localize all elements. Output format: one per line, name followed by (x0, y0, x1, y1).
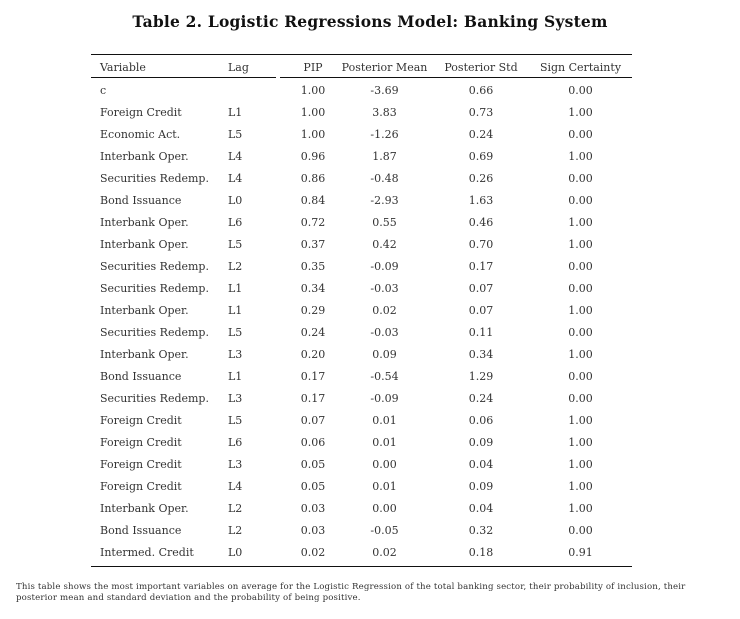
cell-posterior-mean: -0.54 (370, 369, 399, 383)
cell-posterior-mean: -0.09 (370, 259, 399, 273)
cell-pip: 0.17 (300, 369, 326, 383)
regression-table (91, 57, 631, 563)
cell-pip: 0.20 (300, 347, 326, 361)
cell-posterior-mean: 1.87 (372, 149, 397, 163)
table-row (91, 233, 631, 255)
table-row (91, 145, 631, 167)
cell-sign-certainty: 0.00 (568, 259, 593, 273)
cell-posterior-std: 0.11 (468, 325, 494, 339)
cell-posterior-mean: -2.93 (370, 193, 399, 207)
cell-lag: L5 (228, 237, 243, 251)
cell-lag: L2 (228, 523, 243, 537)
cell-lag: L6 (228, 435, 243, 449)
table-title: Table 2. Logistic Regressions Model: Banking System (132, 12, 608, 31)
cell-lag: L1 (228, 281, 243, 295)
cell-lag: L4 (228, 479, 243, 493)
cell-posterior-std: 0.46 (468, 215, 494, 229)
cell-lag: L1 (228, 369, 243, 383)
table-row (91, 541, 631, 563)
cell-lag: L5 (228, 413, 243, 427)
cell-variable: c (100, 83, 107, 97)
table-row (91, 431, 631, 453)
cell-pip: 0.29 (300, 303, 326, 317)
cell-posterior-std: 0.04 (468, 501, 494, 515)
cell-lag: L6 (228, 215, 243, 229)
cell-posterior-std: 0.34 (468, 347, 494, 361)
column-header-pip: PIP (303, 60, 323, 74)
cell-variable: Bond Issuance (100, 369, 182, 383)
cell-variable: Interbank Oper. (100, 237, 189, 251)
table-row (91, 519, 631, 541)
cell-sign-certainty: 0.00 (568, 127, 593, 141)
cell-posterior-std: 1.29 (468, 369, 494, 383)
cell-pip: 0.24 (300, 325, 326, 339)
cell-posterior-std: 0.07 (468, 281, 494, 295)
table-row (91, 101, 631, 123)
column-header-posterior-mean: Posterior Mean (341, 60, 428, 74)
cell-variable: Securities Redemp. (100, 281, 209, 295)
table-row (91, 167, 631, 189)
cell-pip: 0.72 (300, 215, 326, 229)
cell-posterior-std: 0.73 (468, 105, 494, 119)
cell-lag: L3 (228, 457, 243, 471)
cell-lag: L4 (228, 171, 243, 185)
cell-sign-certainty: 0.00 (568, 369, 593, 383)
cell-sign-certainty: 1.00 (568, 215, 593, 229)
cell-posterior-mean: -0.09 (370, 391, 399, 405)
cell-sign-certainty: 1.00 (568, 457, 593, 471)
cell-pip: 0.05 (300, 457, 326, 471)
cell-lag: L3 (228, 391, 243, 405)
cell-variable: Interbank Oper. (100, 149, 189, 163)
cell-posterior-mean: 0.01 (372, 413, 397, 427)
cell-posterior-mean: 0.42 (372, 237, 397, 251)
cell-lag: L2 (228, 501, 243, 515)
cell-posterior-std: 0.09 (468, 435, 494, 449)
cell-lag: L1 (228, 303, 243, 317)
cell-posterior-std: 0.66 (468, 83, 494, 97)
table-row (91, 189, 631, 211)
table-row (91, 497, 631, 519)
cell-variable: Interbank Oper. (100, 347, 189, 361)
table-row (91, 299, 631, 321)
cell-posterior-mean: 0.09 (372, 347, 397, 361)
cell-pip: 0.86 (300, 171, 326, 185)
cell-variable: Foreign Credit (100, 435, 182, 449)
table-row (91, 343, 631, 365)
column-header-lag: Lag (228, 60, 249, 74)
cell-variable: Interbank Oper. (100, 303, 189, 317)
cell-sign-certainty: 1.00 (568, 303, 593, 317)
cell-posterior-mean: -0.03 (370, 281, 399, 295)
cell-variable: Foreign Credit (100, 457, 182, 471)
cell-posterior-std: 0.06 (468, 413, 494, 427)
table-row (91, 365, 631, 387)
top-rule (91, 54, 632, 55)
cell-posterior-std: 0.32 (468, 523, 494, 537)
cell-sign-certainty: 0.00 (568, 325, 593, 339)
cell-posterior-mean: -1.26 (370, 127, 399, 141)
cell-sign-certainty: 0.00 (568, 523, 593, 537)
cell-lag: L3 (228, 347, 243, 361)
cell-posterior-std: 0.04 (468, 457, 494, 471)
cell-posterior-std: 0.07 (468, 303, 494, 317)
cell-variable: Foreign Credit (100, 413, 182, 427)
cell-lag (228, 77, 285, 101)
cell-lag: L4 (228, 149, 243, 163)
cell-sign-certainty: 0.91 (568, 545, 593, 559)
cell-posterior-std: 0.69 (468, 149, 494, 163)
cell-posterior-mean: 0.00 (372, 457, 397, 471)
cell-posterior-mean: 0.02 (372, 303, 397, 317)
cell-lag: L0 (228, 545, 243, 559)
cell-posterior-mean: 0.01 (372, 435, 397, 449)
table-row (91, 453, 631, 475)
table-row (91, 77, 631, 101)
cell-pip: 0.07 (300, 413, 326, 427)
cell-posterior-std: 0.18 (468, 545, 494, 559)
cell-posterior-std: 1.63 (468, 193, 494, 207)
cell-posterior-mean: 0.02 (372, 545, 397, 559)
cell-posterior-mean: 0.55 (372, 215, 397, 229)
cell-posterior-mean: -0.05 (370, 523, 399, 537)
cell-variable: Foreign Credit (100, 479, 182, 493)
cell-sign-certainty: 1.00 (568, 501, 593, 515)
cell-pip: 0.03 (300, 501, 326, 515)
cell-posterior-mean: -0.03 (370, 325, 399, 339)
cell-pip: 0.05 (300, 479, 326, 493)
cell-variable: Bond Issuance (100, 523, 182, 537)
cell-posterior-std: 0.17 (468, 259, 494, 273)
column-header-variable: Variable (100, 60, 146, 74)
cell-posterior-mean: 3.83 (372, 105, 397, 119)
cell-variable: Securities Redemp. (100, 259, 209, 273)
cell-variable: Foreign Credit (100, 105, 182, 119)
cell-sign-certainty: 0.00 (568, 391, 593, 405)
cell-variable: Economic Act. (100, 127, 181, 141)
cell-lag: L2 (228, 259, 243, 273)
cell-sign-certainty: 0.00 (568, 281, 593, 295)
cell-lag: L5 (228, 127, 243, 141)
table-row (91, 387, 631, 409)
cell-pip: 1.00 (300, 127, 326, 141)
table-row (91, 321, 631, 343)
cell-sign-certainty: 1.00 (568, 413, 593, 427)
cell-pip: 0.03 (300, 523, 326, 537)
cell-posterior-std: 0.24 (468, 391, 494, 405)
cell-sign-certainty: 1.00 (568, 149, 593, 163)
cell-sign-certainty: 1.00 (568, 435, 593, 449)
cell-variable: Interbank Oper. (100, 215, 189, 229)
cell-posterior-std: 0.26 (468, 171, 494, 185)
cell-pip: 0.37 (300, 237, 326, 251)
table-row (91, 211, 631, 233)
table-note: This table shows the most important variables on average for the Logistic Regression of the total banking sector, their probability of inclusion, their posterior mean and standard deviation and the probability of being positive. (16, 582, 686, 603)
cell-sign-certainty: 1.00 (568, 479, 593, 493)
cell-sign-certainty: 1.00 (568, 237, 593, 251)
cell-lag: L5 (228, 325, 243, 339)
table-row (91, 277, 631, 299)
cell-posterior-mean: 0.01 (372, 479, 397, 493)
cell-pip: 0.84 (300, 193, 326, 207)
table-row (91, 123, 631, 145)
cell-sign-certainty: 0.00 (568, 83, 593, 97)
cell-variable: Bond Issuance (100, 193, 182, 207)
cell-posterior-mean: 0.00 (372, 501, 397, 515)
cell-variable: Securities Redemp. (100, 325, 209, 339)
cell-posterior-mean: -0.48 (370, 171, 399, 185)
column-header-posterior-std: Posterior Std (444, 60, 518, 74)
table-row (91, 409, 631, 431)
header-row (91, 57, 631, 77)
cell-pip: 0.17 (300, 391, 326, 405)
cell-pip: 0.96 (300, 149, 326, 163)
cell-pip: 0.02 (300, 545, 326, 559)
table-body (91, 77, 631, 563)
cell-posterior-mean: -3.69 (370, 83, 399, 97)
cell-sign-certainty: 0.00 (568, 171, 593, 185)
cell-sign-certainty: 0.00 (568, 193, 593, 207)
cell-pip: 1.00 (300, 105, 326, 119)
cell-posterior-std: 0.09 (468, 479, 494, 493)
bottom-rule (91, 566, 632, 567)
cell-pip: 1.00 (300, 83, 326, 97)
cell-variable: Interbank Oper. (100, 501, 189, 515)
column-header-sign-certainty: Sign Certainty (539, 60, 622, 74)
table-row (91, 475, 631, 497)
cell-lag: L1 (228, 105, 243, 119)
cell-variable: Intermed. Credit (100, 545, 194, 559)
cell-posterior-std: 0.70 (468, 237, 494, 251)
cell-pip: 0.06 (300, 435, 326, 449)
cell-sign-certainty: 1.00 (568, 105, 593, 119)
cell-pip: 0.35 (300, 259, 326, 273)
cell-variable: Securities Redemp. (100, 391, 209, 405)
cell-posterior-std: 0.24 (468, 127, 494, 141)
cell-sign-certainty: 1.00 (568, 347, 593, 361)
cell-variable: Securities Redemp. (100, 171, 209, 185)
cell-lag: L0 (228, 193, 243, 207)
cell-pip: 0.34 (300, 281, 326, 295)
table-row (91, 255, 631, 277)
